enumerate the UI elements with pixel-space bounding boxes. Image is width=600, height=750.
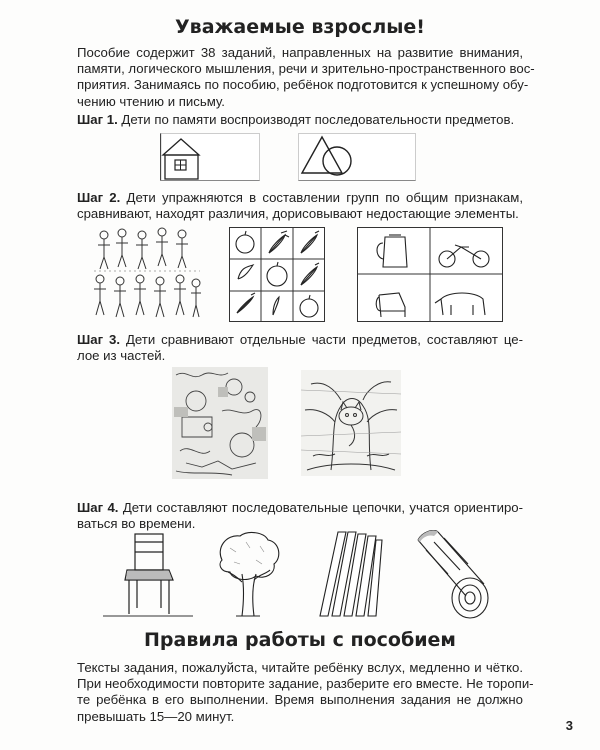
step-line: ваться во времени. [77, 516, 196, 532]
step-line [77, 500, 523, 516]
step-label: Шаг 1. [77, 112, 118, 127]
intro-line: чению чтению и письму. [77, 93, 225, 109]
triangle-circle-sequence-icon [298, 133, 416, 181]
intro-line: приятия. Занимаясь по пособию, ребёнок подготовится к успешному обу- [77, 77, 529, 93]
step-text: Дети по памяти воспроизводят последовательности предметов. [121, 112, 515, 127]
cat-in-tree-illustration [301, 370, 401, 476]
fruit-vegetable-grid [229, 227, 325, 322]
intro-line: Пособие содержит 38 заданий, направленных на развитие внимания, [77, 45, 523, 60]
rules-line: те ребёнка в его выполнении. Время выполнения задания не должно [77, 692, 523, 708]
chair-icon [103, 530, 193, 620]
step-line [77, 190, 523, 206]
planks-icon [318, 530, 384, 618]
step-line [77, 112, 523, 128]
rules-title: Правила работы с пособием [144, 629, 456, 651]
house-sequence-icon [160, 133, 260, 181]
rules-line: Тексты задания, пожалуйста, читайте ребёнку вслух, медленно и чётко. [77, 660, 523, 675]
step-3-text [77, 332, 523, 364]
page-number: 3 [565, 718, 573, 733]
step-line [77, 332, 523, 348]
rules-line: При необходимости повторите задание, разберите его вместе. Не торопи- [77, 676, 534, 692]
step-2-text [77, 190, 523, 222]
step-label: Шаг 3. [77, 332, 121, 347]
puzzle-pieces-illustration [172, 367, 268, 479]
tree-icon [216, 530, 282, 618]
step-text: Дети составляют последовательные цепочки, учатся ориентиро- [122, 500, 523, 515]
step-label: Шаг 4. [77, 500, 119, 515]
step-label: Шаг 2. [77, 190, 121, 205]
step-4-text [77, 500, 523, 532]
objects-grid [357, 227, 503, 322]
intro-paragraph [77, 45, 535, 110]
page-title: Уважаемые взрослые! [175, 16, 425, 38]
intro-line: памяти, логического мышления, речи и зрительно-пространственного вос- [77, 61, 535, 77]
step-text: Дети сравнивают отдельные части предметов, составляют це- [125, 332, 523, 347]
step-1-text [77, 112, 523, 128]
people-group-illustration [92, 225, 204, 323]
rules-paragraph [77, 660, 534, 725]
log-icon [408, 530, 496, 620]
rules-line: превышать 15—20 минут. [77, 708, 235, 724]
step-line: сравнивают, находят различия, дорисовывают недостающие элементы. [77, 206, 519, 222]
step-line: лое из частей. [77, 348, 166, 364]
step-text: Дети упражняются в составлении групп по общим признакам, [126, 190, 524, 205]
